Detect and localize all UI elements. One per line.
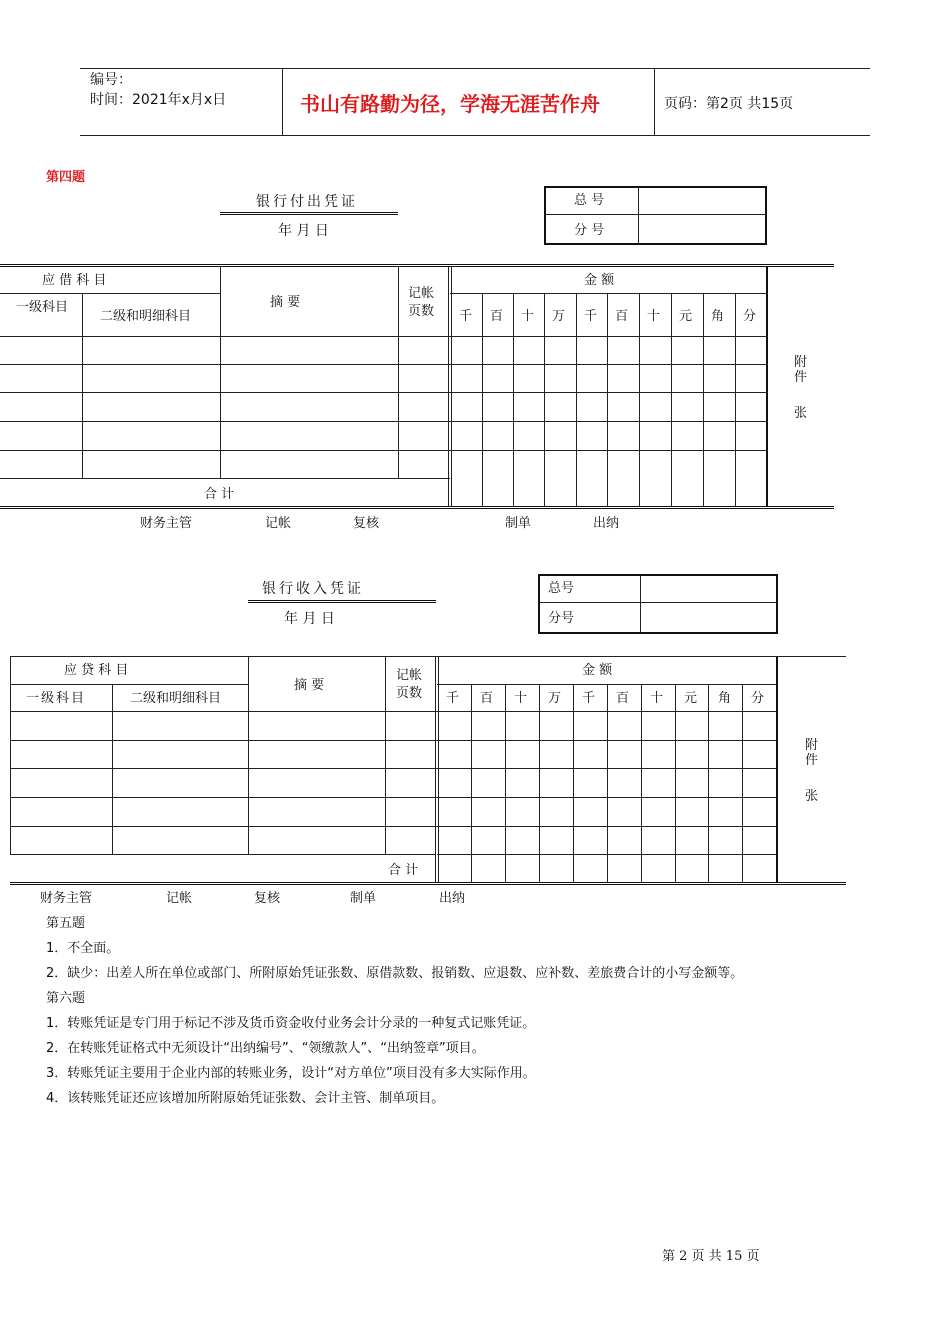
voucher1-sub-no-label: 分 号 [574,223,605,238]
voucher1-digit-ten-thousand: 万 [552,309,566,324]
voucher1-digit-yuan: 元 [679,309,693,324]
voucher2-digit-ten: 十 [514,691,528,706]
header-motto: 书山有路勤为径，学海无涯苦作舟 [300,92,600,116]
voucher2-attach-label: 附 [805,738,819,753]
voucher1-sign-cashier: 出纳 [593,516,620,531]
document-number-label: 编号： [90,72,132,88]
question-6-label: 第六题 [46,991,86,1006]
question-6-item: 1．转账凭证是专门用于标记不涉及货币资金收付业务会计分录的一种复式记账凭证。 [46,1016,536,1031]
voucher1-attach-label-3: 张 [794,406,808,421]
voucher1-level1-header: 一级科目 [15,300,68,315]
voucher1-digit-ten-2: 十 [647,309,661,324]
voucher1-sign-reviewer: 复核 [353,516,380,531]
page-footer: 第 2 页 共 15 页 [662,1249,760,1264]
voucher1-date: 年 月 日 [278,223,329,239]
voucher1-title: 银行付出凭证 [256,194,358,210]
question-5-label: 第五题 [46,916,86,931]
voucher1-level2-header: 二级和明细科目 [100,309,192,324]
voucher2-sign-bookkeeper: 记帐 [166,891,193,906]
voucher2-digit-hundred: 百 [480,691,494,706]
voucher2-digit-hundred-2: 百 [616,691,630,706]
voucher2-sub-no-label: 分号 [548,611,575,626]
voucher2-total-label: 合 计 [388,863,419,878]
voucher2-digit-ten-thousand: 万 [548,691,562,706]
voucher2-digit-ten-2: 十 [650,691,664,706]
question-5-item: 1．不全面。 [46,941,120,956]
voucher1-amount-header: 金 额 [584,273,615,288]
voucher1-digit-ten: 十 [521,309,535,324]
voucher1-summary-header: 摘 要 [270,295,301,310]
voucher2-digit-thousand-2: 千 [582,691,596,706]
document-time-label: 时间：2021年x月x日 [90,92,227,108]
voucher2-sign-cashier: 出纳 [439,891,466,906]
voucher2-title: 银行收入凭证 [262,581,364,597]
voucher2-summary-header: 摘 要 [294,678,325,693]
voucher1-attach-label-2: 件 [794,370,808,385]
voucher2-credit-account-header: 应 贷 科 目 [64,663,129,678]
voucher1-sign-finance-manager: 财务主管 [140,516,193,531]
voucher2-digit-yuan: 元 [684,691,698,706]
voucher2-level1-header: 一级科目 [26,691,87,706]
voucher2-total-no-label: 总号 [548,581,575,596]
voucher1-attach-label: 附 [794,355,808,370]
voucher2-sign-preparer: 制单 [350,891,377,906]
voucher1-total-label: 合 计 [204,487,235,502]
voucher1-digit-hundred: 百 [490,309,504,324]
voucher1-debit-account-header: 应 借 科 目 [42,273,107,288]
voucher2-ledger-page-header: 记帐页数 [396,668,423,701]
voucher2-attach-label-2: 件 [805,753,819,768]
question-6-item-2: 2．在转账凭证格式中无须设计“出纳编号”、“领缴款人”、“出纳签章”项目。 [46,1041,485,1056]
question-6-item-4: 4．该转账凭证还应该增加所附原始凭证张数、会计主管、制单项目。 [46,1091,445,1106]
voucher2-digit-fen: 分 [751,691,765,706]
voucher1-digit-jiao: 角 [711,309,725,324]
voucher2-sign-reviewer: 复核 [254,891,281,906]
voucher2-digit-thousand: 千 [446,691,460,706]
voucher1-sign-preparer: 制单 [505,516,532,531]
voucher1-sign-bookkeeper: 记帐 [265,516,292,531]
voucher2-sign-finance-manager: 财务主管 [40,891,93,906]
voucher2-amount-header: 金 额 [582,663,613,678]
voucher2-digit-jiao: 角 [718,691,732,706]
voucher1-digit-hundred-2: 百 [615,309,629,324]
question-6-item-3: 3．转账凭证主要用于企业内部的转账业务，设计“对方单位”项目没有多大实际作用。 [46,1066,536,1081]
voucher2-date: 年 月 日 [284,611,335,627]
question-4-label: 第四题 [46,170,86,185]
header-page-info: 页码：第2页 共15页 [664,96,794,112]
voucher1-digit-thousand-2: 千 [584,309,598,324]
voucher1-digit-thousand: 千 [459,309,473,324]
voucher2-attach-label-3: 张 [805,789,819,804]
voucher1-digit-fen: 分 [743,309,757,324]
question-5-item-2: 2．缺少：出差人所在单位或部门、所附原始凭证张数、原借款数、报销数、应退数、应补数、差旅费合计的小写金额等。 [46,966,744,981]
voucher2-level2-header: 二级和明细科目 [130,691,222,706]
voucher1-total-no-label: 总 号 [574,193,605,208]
voucher1-ledger-page-header: 记帐页数 [408,286,435,319]
